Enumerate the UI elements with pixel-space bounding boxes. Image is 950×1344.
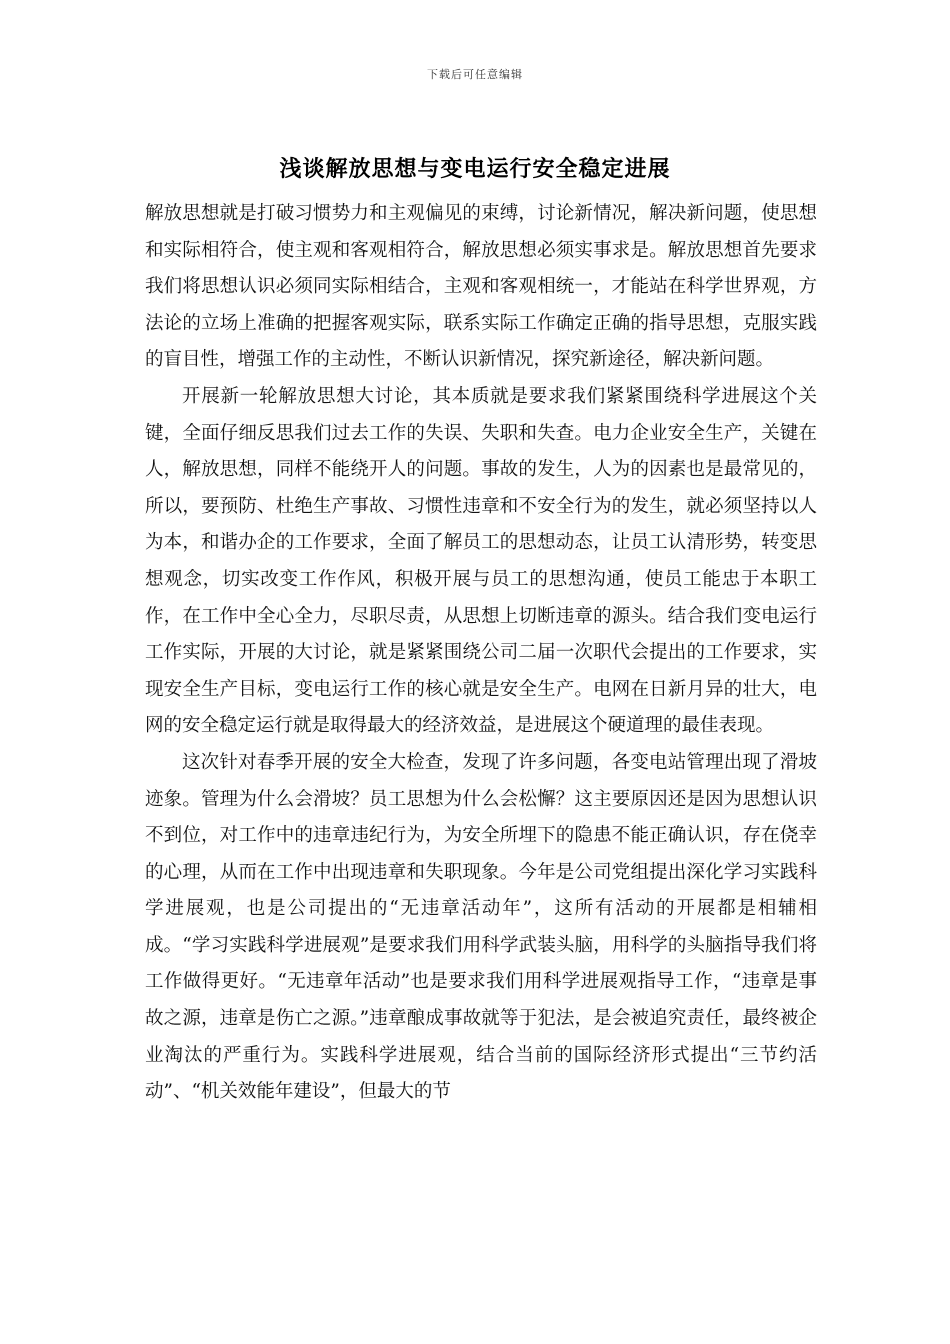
page-title: 浅谈解放思想与变电运行安全稳定进展 bbox=[279, 156, 671, 182]
paragraph-2: 开展新一轮解放思想大讨论，其本质就是要求我们紧紧围绕科学进展这个关键，全面仔细反思我们过去工作的失误、失职和失查。电力企业安全生产，关键在人，解放思想，同样不能绕开人的问题。事故的发生，人为的因素也是最常见的，所以，要预防、杜绝生产事故、习惯性违章和不安全行为的发生，就必须坚持以人为本，和谐办企的工作要求，全面了解员工的思想动态，让员工认清形势，转变思想观念，切实改变工作作风，积极开展与员工的思想沟通，使员工能忠于本职工作，在工作中全心全力，尽职尽责，从思想上切断违章的源头。结合我们变电运行工作实际，开展的大讨论，就是紧紧围绕公司二届一次职代会提出的工作要求，实现安全生产目标，变电运行工作的核心就是安全生产。电网在日新月异的壮大，电网的安全稳定运行就是取得最大的经济效益，是进展这个硬道理的最佳表现。 bbox=[145, 385, 817, 737]
paragraph-3: 这次针对春季开展的安全大检查，发现了许多问题，各变电站管理出现了滑坡迹象。管理为什么会滑坡？员工思想为什么会松懈？这主要原因还是因为思想认识不到位，对工作中的违章违纪行为，为安全所埋下的隐患不能正确认识，存在侥幸的心理，从而在工作中出现违章和失职现象。今年是公司党组提出深化学习实践科学进展观，也是公司提出的“无违章活动年”，这所有活动的开展都是相辅相成。“学习实践科学进展观”是要求我们用科学武装头脑，用科学的头脑指导我们将工作做得更好。“无违章年活动”也是要求我们用科学进展观指导工作，“违章是事故之源，违章是伤亡之源。”违章酿成事故就等于犯法，是会被追究责任，最终被企业淘汰的严重行为。实践科学进展观，结合当前的国际经济形式提出“三节约活动”、“机关效能年建设”，但最大的节 bbox=[145, 751, 817, 1103]
header-note: 下载后可任意编辑 bbox=[427, 68, 523, 81]
document-body bbox=[145, 196, 817, 1111]
paragraph-1: 解放思想就是打破习惯势力和主观偏见的束缚，讨论新情况，解决新问题，使思想和实际相符合，使主观和客观相符合，解放思想必须实事求是。解放思想首先要求我们将思想认识必须同实际相结合，主观和客观相统一，才能站在科学世界观，方法论的立场上准确的把握客观实际，联系实际工作确定正确的指导思想，克服实践的盲目性，增强工作的主动性，不断认识新情况，探究新途径，解决新问题。 bbox=[145, 203, 817, 371]
